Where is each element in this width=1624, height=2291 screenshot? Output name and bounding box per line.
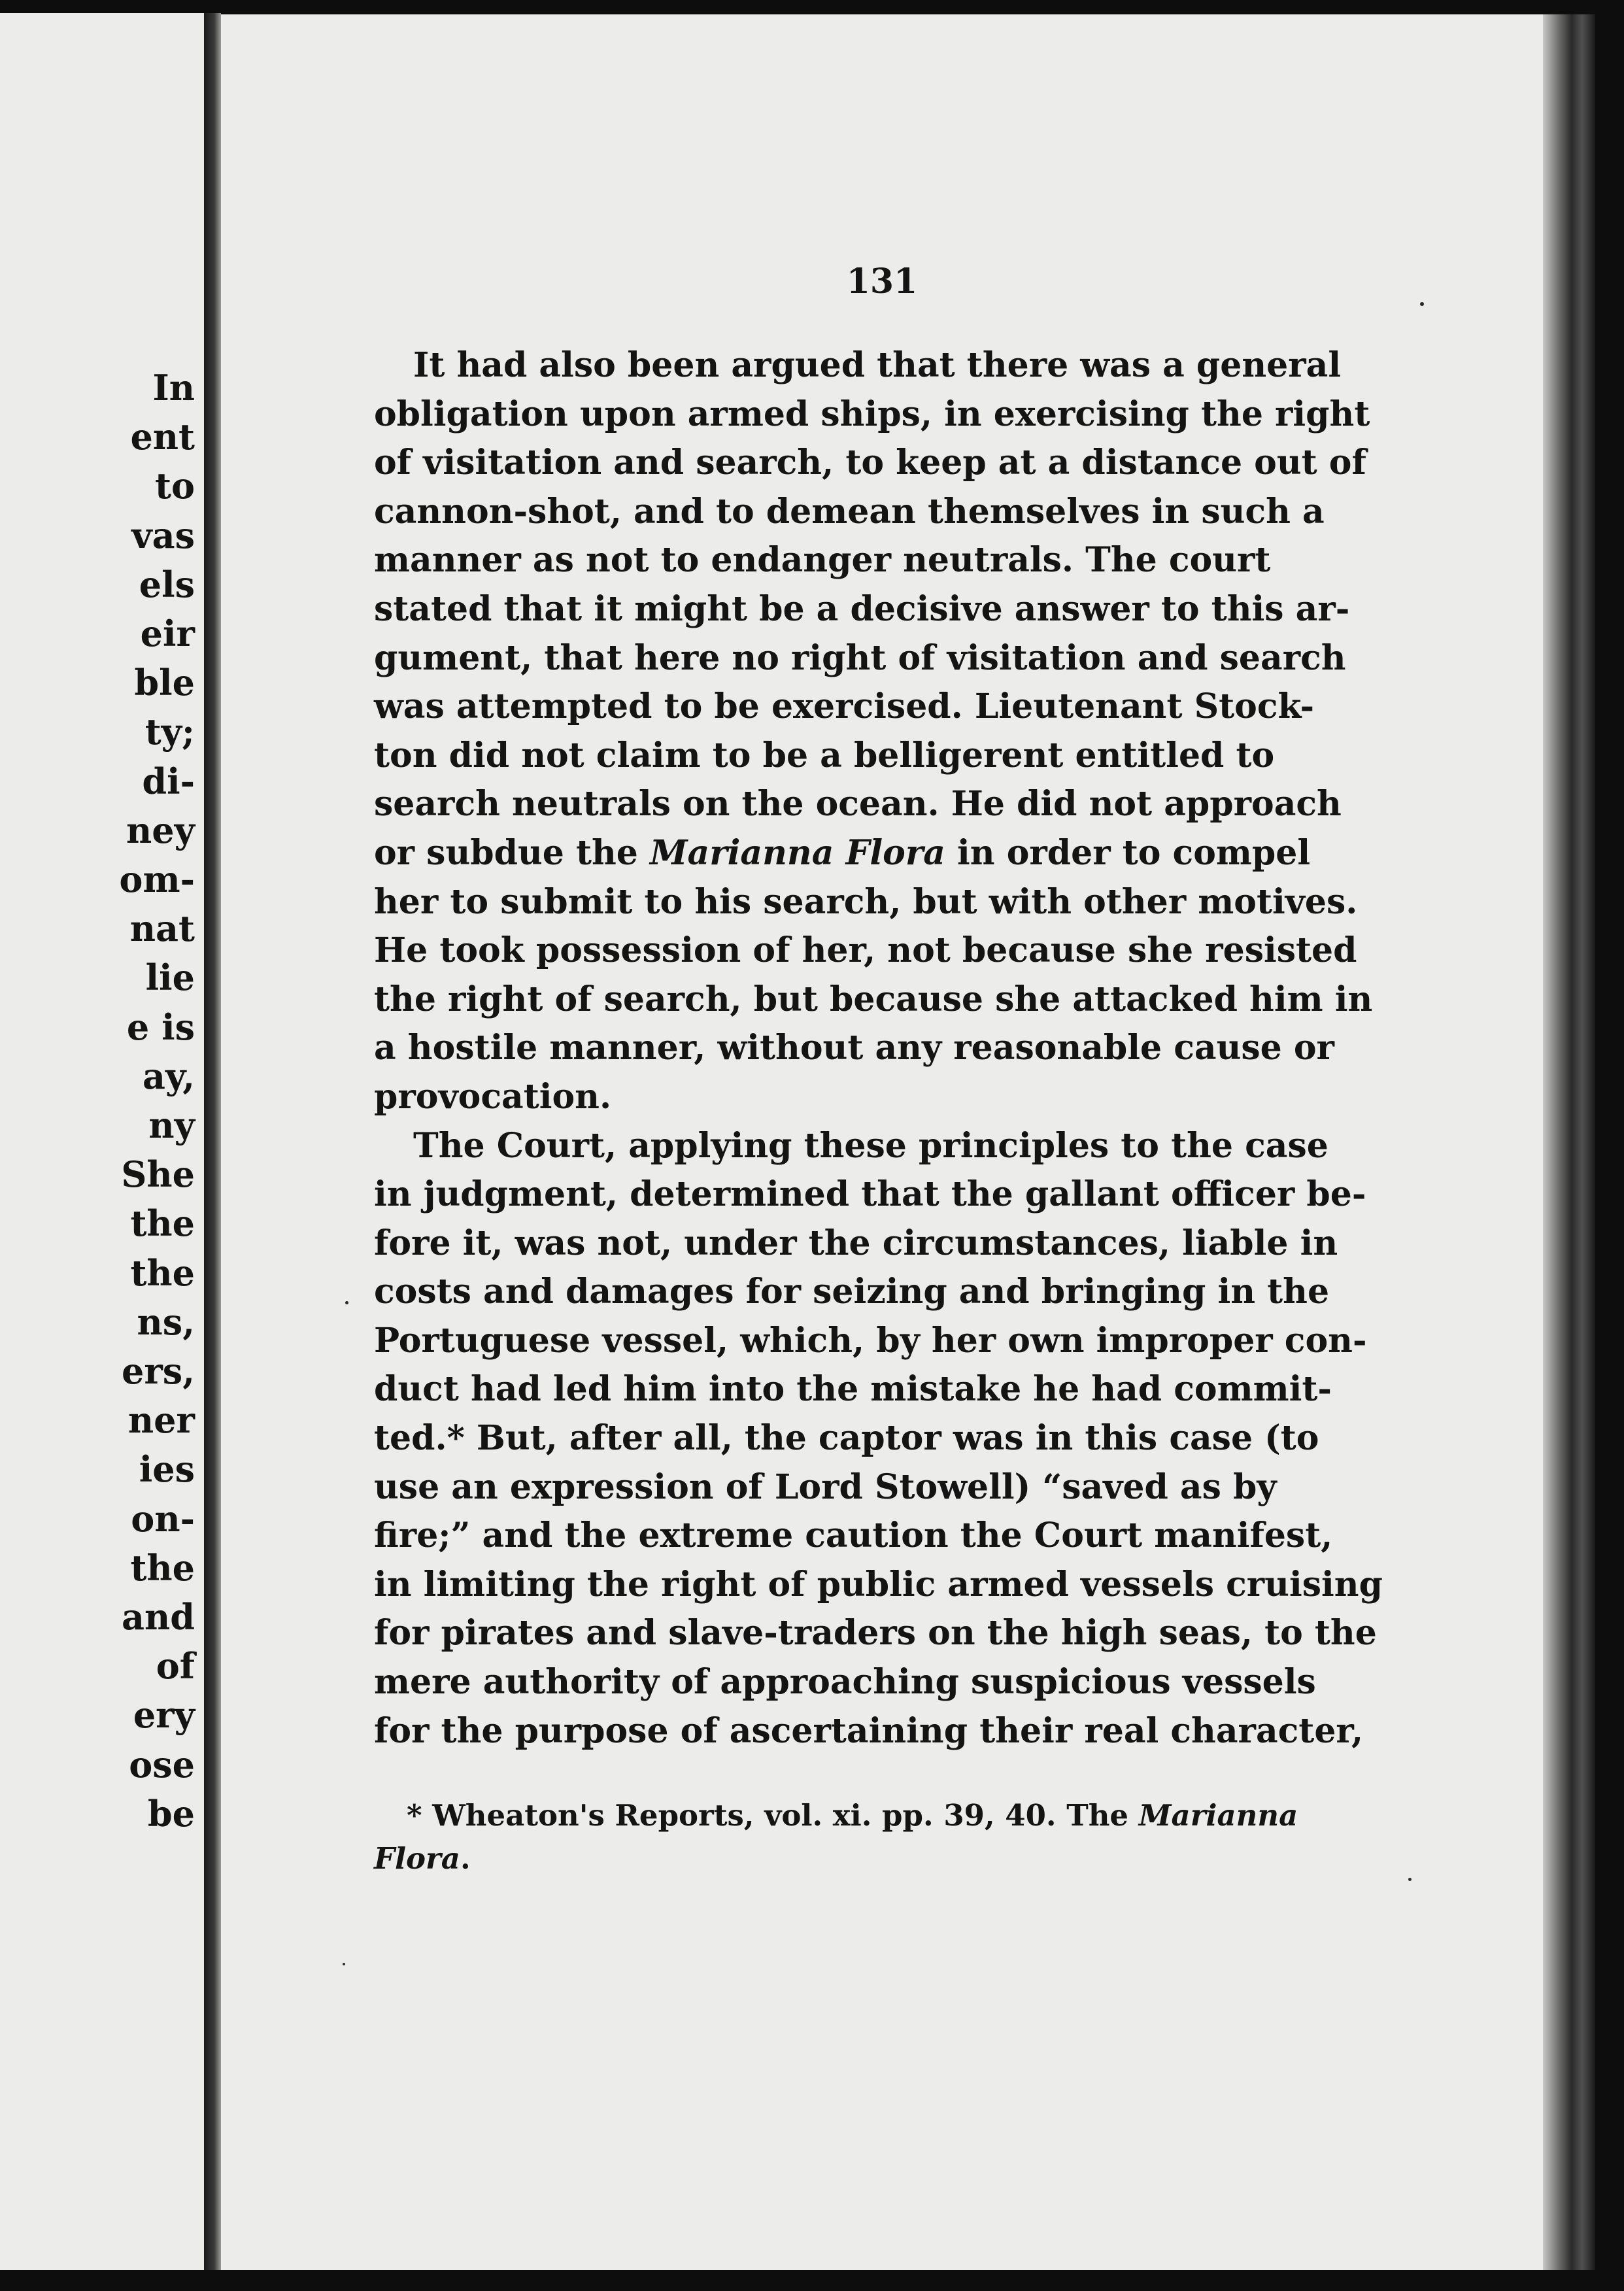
paper-speck (343, 1963, 345, 1965)
left-line: lie (145, 957, 195, 999)
left-line: eir (140, 613, 195, 655)
left-line: ay, (143, 1055, 195, 1097)
book-gutter (204, 13, 221, 2270)
paper-speck (1408, 1878, 1412, 1881)
left-line: ies (139, 1448, 195, 1491)
text-line: a hostile manner, without any reasonable cause or (374, 1028, 1334, 1068)
text-line: ton did not claim to be a belligerent entitled to (374, 735, 1275, 775)
footnote-text: . (460, 1841, 471, 1876)
text-line: use an expression of Lord Stowell) “saved as by (374, 1467, 1277, 1507)
text-run: or subdue the (374, 832, 650, 873)
left-line: and (121, 1596, 195, 1638)
text-line: in judgment, determined that the gallant officer be- (374, 1174, 1366, 1215)
left-line: the (130, 1546, 195, 1589)
text-line: the right of search, but because she attacked him in (374, 979, 1373, 1019)
left-line: to (155, 465, 195, 507)
left-line: ny (148, 1104, 195, 1147)
left-line: In (152, 367, 195, 409)
footnote (374, 1794, 1298, 1880)
text-line: for the purpose of ascertaining their real character, (374, 1710, 1364, 1751)
left-line: ble (134, 662, 195, 704)
book-spine (1543, 14, 1595, 2270)
text-line: manner as not to endanger neutrals. The court (374, 540, 1271, 581)
text-line: obligation upon armed ships, in exercising the right (374, 394, 1370, 434)
text-line: for pirates and slave-traders on the high seas, to the (374, 1613, 1377, 1654)
text-line: of visitation and search, to keep at a distance out of (374, 443, 1366, 483)
text-line: Portuguese vessel, which, by her own improper con- (374, 1320, 1367, 1361)
left-line: be (147, 1792, 195, 1835)
left-line: ent (130, 416, 195, 458)
left-line: ery (133, 1694, 195, 1737)
left-line: She (121, 1153, 195, 1196)
text-line: search neutrals on the ocean. He did not approach (374, 784, 1342, 824)
body-text (374, 341, 1383, 1756)
text-line: mere authority of approaching suspicious vessels (374, 1662, 1316, 1703)
left-line: vas (131, 514, 195, 556)
footnote-line (374, 1794, 1298, 1837)
left-line: e is (126, 1006, 195, 1048)
text-run: in order to compel (945, 832, 1311, 873)
left-line: ose (129, 1743, 195, 1786)
paper-speck (345, 1301, 348, 1304)
left-line: the (130, 1251, 195, 1294)
text-line: duct had led him into the mistake he had commit- (374, 1369, 1332, 1410)
text-line: costs and damages for seizing and bringing in the (374, 1272, 1330, 1312)
footnote-ship-name: Marianna (1138, 1798, 1298, 1833)
left-line: ty; (144, 711, 195, 753)
left-page-text-fragments (119, 364, 195, 1839)
page-number: 131 (846, 262, 918, 301)
text-line: cannon-shot, and to demean themselves in such a (374, 491, 1325, 532)
text-line: stated that it might be a decisive answer to this ar- (374, 588, 1350, 629)
left-line: ner (127, 1399, 195, 1442)
left-line: nat (129, 908, 195, 950)
text-line: It had also been argued that there was a general (413, 345, 1342, 385)
text-line: gument, that here no right of visitation and search (374, 637, 1346, 678)
left-line: ns, (137, 1300, 195, 1343)
text-line: He took possession of her, not because she resisted (374, 930, 1357, 971)
footnote-text: * Wheaton's Reports, vol. xi. pp. 39, 40. The (407, 1798, 1139, 1833)
text-line: her to submit to his search, but with other motives. (374, 881, 1358, 922)
left-page (0, 13, 204, 2270)
footnote-ship-name: Flora (374, 1841, 460, 1876)
right-page (221, 14, 1543, 2270)
left-line: of (156, 1645, 195, 1688)
left-line: om- (119, 858, 195, 901)
footnote-line (374, 1837, 1245, 1880)
text-line-italic-title (374, 829, 1311, 878)
text-line: fire;” and the extreme caution the Court manifest, (374, 1516, 1333, 1556)
left-line: on- (131, 1497, 195, 1540)
left-line: the (130, 1202, 195, 1245)
left-line: di- (142, 760, 195, 802)
ship-name-italic: Marianna Flora (650, 832, 945, 873)
left-line: ney (126, 809, 195, 851)
text-line: in limiting the right of public armed vessels cruising (374, 1564, 1383, 1604)
text-line: fore it, was not, under the circumstances, liable in (374, 1223, 1338, 1263)
paper-speck (1420, 302, 1424, 306)
left-line: ers, (121, 1350, 195, 1393)
left-line: els (139, 563, 195, 605)
text-line: The Court, applying these principles to the case (413, 1125, 1328, 1166)
text-line: ted.* But, after all, the captor was in this case (to (374, 1418, 1319, 1459)
text-line: was attempted to be exercised. Lieutenant Stock- (374, 687, 1315, 727)
text-line: provocation. (374, 1076, 612, 1117)
